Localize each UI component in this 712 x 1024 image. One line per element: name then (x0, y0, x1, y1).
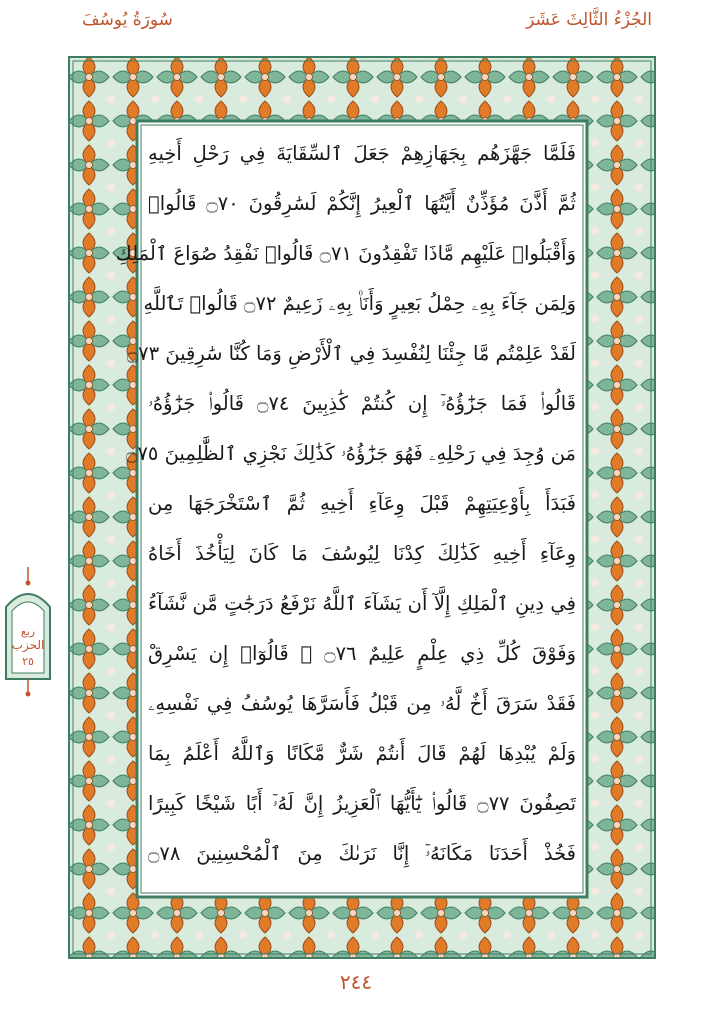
hizb-quarter-marker (0, 567, 56, 697)
verse-line: وَلَمْ يُبْدِهَا لَهُمْ قَالَ أَنتُمْ شَرٌّ مَّكَانًا وَٱللَّهُ أَعْلَمُ بِمَا (148, 742, 576, 765)
verse-line: وِعَآءِ أَخِيهِ كَذَٰلِكَ كِدْنَا لِيُوسُفَ مَا كَانَ لِيَأْخُذَ أَخَاهُ (148, 542, 576, 565)
verse-text (115, 128, 580, 888)
juz-title: الجُزْءُ الثَّالِثَ عَشَرَ (526, 10, 652, 30)
verse-line: فَلَمَّا جَهَّزَهُم بِجَهَازِهِمْ جَعَلَ ٱلسِّقَايَةَ فِي رَحْلِ أَخِيهِ (148, 142, 576, 165)
surah-title: سُورَةُ يُوسُفَ (82, 10, 173, 30)
verse-line: لَقَدْ عَلِمْتُم مَّا جِئْنَا لِنُفْسِدَ فِي ٱلْأَرْضِ وَمَا كُنَّا سَٰرِقِينَ ۝٧٣ (126, 342, 576, 365)
verse-line: قَالُوا۟ فَمَا جَزَٰٓؤُهُۥٓ إِن كُنتُمْ كَٰذِبِينَ ۝٧٤ قَالُوا۟ جَزَٰٓؤُهُۥ (148, 392, 576, 415)
marker-label-hizb: الحزب (11, 638, 45, 652)
verse-line: ثُمَّ أَذَّنَ مُؤَذِّنٌ أَيَّتُهَا ٱلْعِيرُ إِنَّكُمْ لَسَٰرِقُونَ ۝٧٠ قَالُوا۟ (148, 192, 576, 215)
verse-line: فَخُذْ أَحَدَنَا مَكَانَهُۥٓ إِنَّا نَرَىٰكَ مِنَ ٱلْمُحْسِنِينَ ۝٧٨ (148, 842, 576, 865)
page-number: ٢٤٤ (339, 970, 373, 994)
verse-line: فَبَدَأَ بِأَوْعِيَتِهِمْ قَبْلَ وِعَآءِ أَخِيهِ ثُمَّ ٱسْتَخْرَجَهَا مِن (148, 492, 576, 515)
marker-label-rub: ربع (20, 625, 36, 638)
verse-line: وَأَقْبَلُوا۟ عَلَيْهِم مَّاذَا تَفْقِدُونَ ۝٧١ قَالُوا۟ نَفْقِدُ صُوَاعَ ٱلْمَلِكِ (115, 242, 576, 265)
verse-line: تَصِفُونَ ۝٧٧ قَالُوا۟ يَٰٓأَيُّهَا ٱلْعَزِيزُ إِنَّ لَهُۥٓ أَبًا شَيْخًا كَبِيرًا (148, 792, 577, 815)
marker-hizb-number: ٢٥ (22, 655, 34, 668)
verse-line: فَقَدْ سَرَقَ أَخٌ لَّهُۥ مِن قَبْلُ فَأَسَرَّهَا يُوسُفُ فِي نَفْسِهِۦ (148, 692, 576, 715)
verse-line: مَن وُجِدَ فِي رَحْلِهِۦ فَهُوَ جَزَٰٓؤُهُۥ كَذَٰلِكَ نَجْزِي ٱلظَّٰلِمِينَ ۝٧٥ (126, 442, 576, 465)
verse-line: وَفَوْقَ كُلِّ ذِي عِلْمٍ عَلِيمٌ ۝٧٦ ۞ قَالُوٓا۟ إِن يَسْرِقْ (148, 642, 576, 665)
verse-line: فِي دِينِ ٱلْمَلِكِ إِلَّآ أَن يَشَآءَ ٱللَّهُ نَرْفَعُ دَرَجَٰتٍ مَّن نَّشَآءُ (148, 592, 576, 615)
verse-line: وَلِمَن جَآءَ بِهِۦ حِمْلُ بَعِيرٍ وَأَنَا۠ بِهِۦ زَعِيمٌ ۝٧٢ قَالُوا۟ تَٱللَّهِ (143, 292, 576, 315)
